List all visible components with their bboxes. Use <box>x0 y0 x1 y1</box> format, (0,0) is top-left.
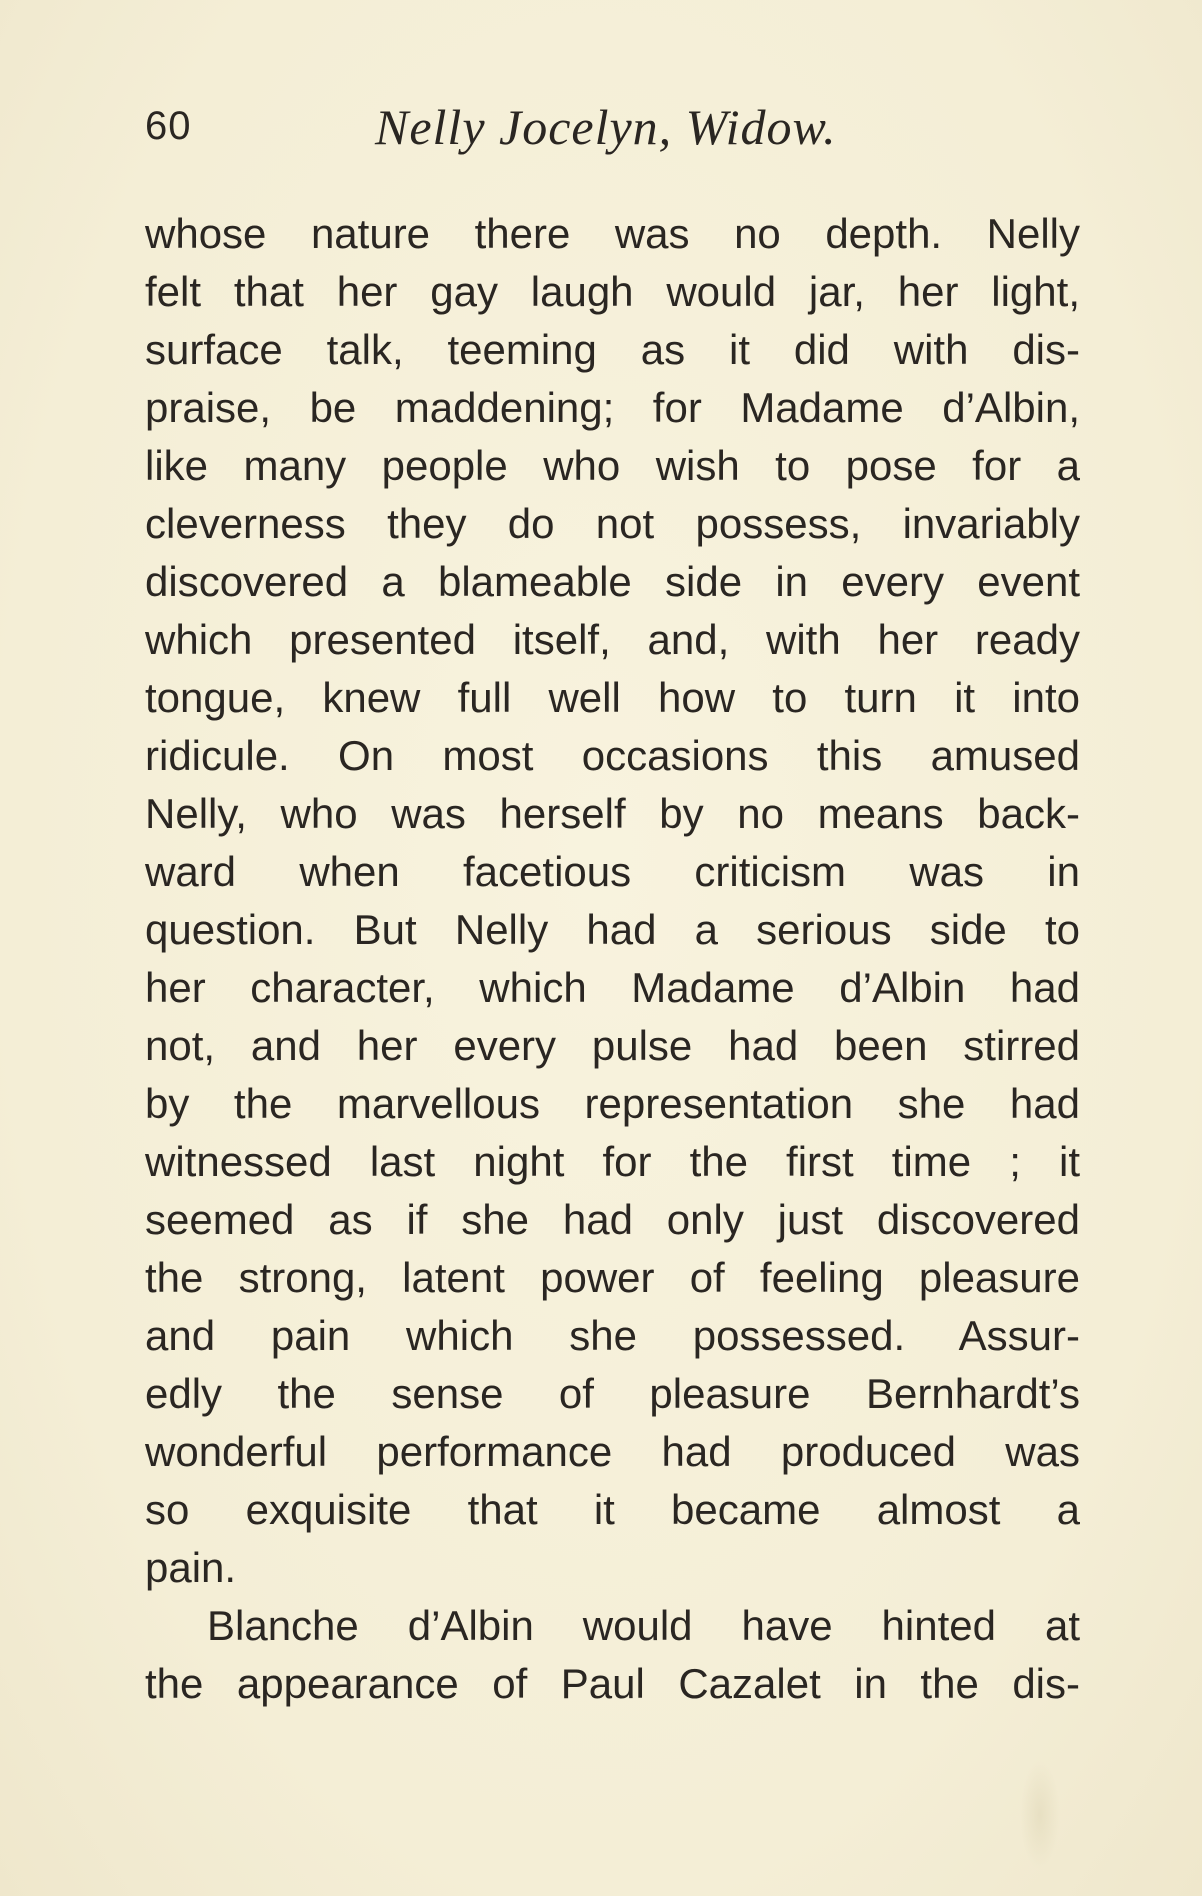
running-title: Nelly Jocelyn, Widow. <box>375 99 837 155</box>
paragraph-start-line: Blanche d’Albin would have hinted at <box>207 1602 1080 1649</box>
paper-stain <box>1020 1760 1060 1870</box>
text-line: seemed as if she had only just discovered <box>145 1196 1080 1243</box>
text-line: tongue, knew full well how to turn it into <box>145 674 1080 721</box>
text-line: edly the sense of pleasure Bernhardt’s <box>145 1370 1080 1417</box>
text-line: the appearance of Paul Cazalet in the dis- <box>145 1660 1080 1707</box>
text-line: question. But Nelly had a serious side to <box>145 906 1080 953</box>
text-line: discovered a blameable side in every event <box>145 558 1080 605</box>
text-line: like many people who wish to pose for a <box>145 442 1080 489</box>
body-text <box>145 205 1080 1713</box>
paragraph-end-line: pain. <box>145 1544 237 1591</box>
text-line: her character, which Madame d’Albin had <box>145 964 1080 1011</box>
text-line: felt that her gay laugh would jar, her light, <box>145 268 1080 315</box>
text-line: ridicule. On most occasions this amused <box>145 732 1080 779</box>
page-header <box>145 98 1075 158</box>
text-line: so exquisite that it became almost a <box>145 1486 1080 1533</box>
text-line: ward when facetious criticism was in <box>145 848 1080 895</box>
text-line: whose nature there was no depth. Nelly <box>145 210 1080 257</box>
text-line: surface talk, teeming as it did with dis- <box>145 326 1080 373</box>
text-line: the strong, latent power of feeling pleasure <box>145 1254 1080 1301</box>
text-line: praise, be maddening; for Madame d’Albin, <box>145 384 1080 431</box>
text-line: witnessed last night for the first time ; it <box>145 1138 1080 1185</box>
text-line: cleverness they do not possess, invariably <box>145 500 1080 547</box>
text-line: and pain which she possessed. Assur- <box>145 1312 1080 1359</box>
text-line: by the marvellous representation she had <box>145 1080 1080 1127</box>
page-number: 60 <box>145 104 192 148</box>
text-line: Nelly, who was herself by no means back- <box>145 790 1080 837</box>
text-line: wonderful performance had produced was <box>145 1428 1080 1475</box>
text-line: not, and her every pulse had been stirred <box>145 1022 1080 1069</box>
text-line: which presented itself, and, with her ready <box>145 616 1080 663</box>
